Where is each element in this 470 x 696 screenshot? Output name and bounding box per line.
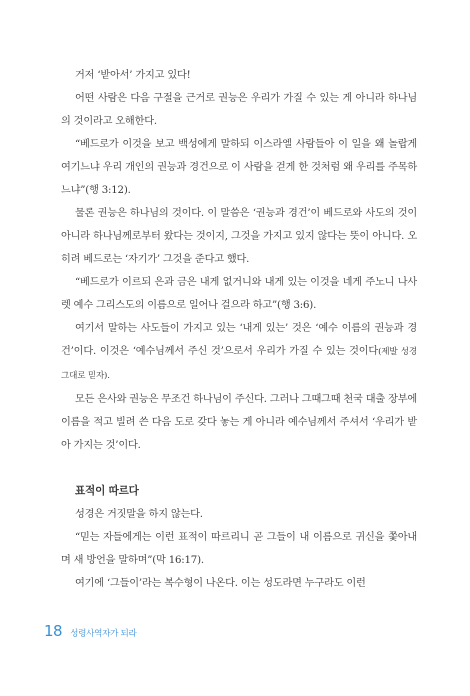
- page-body: [61, 64, 417, 595]
- paragraph-4: 물론 권능은 하나님의 것이다. 이 말씀은 ‘권능과 경건’이 베드로와 사도의 것이 아니라 하나님께로부터 왔다는 것이지, 그것을 가지고 있지 않다는 뜻이 아니다. 오히려 베드로는 ‘자기가’ 그것을 준다고 했다.: [61, 208, 417, 265]
- paragraph-10: 여기에 ‘그들이’라는 복수형이 나온다. 이는 성도라면 누구라도 이런: [75, 578, 366, 589]
- scripture-quote-mark-16-17: “믿는 자들에게는 이런 표적이 따르리니 곧 그들이 내 이름으로 귀신을 쫓아내며 새 방언을 말하며”(막 16:17).: [61, 532, 417, 566]
- paragraph-1: 거저 ‘받아서’ 가지고 있다!: [75, 70, 191, 81]
- paragraph-6-aside: (제발 성경 그대로 믿자).: [61, 347, 417, 381]
- section-spacer: [61, 457, 417, 480]
- scripture-quote-acts-3-12: “베드로가 이것을 보고 백성에게 말하되 이스라엘 사람들아 이 일을 왜 놀랍게 여기느냐 우리 개인의 권능과 경건으로 이 사람을 걷게 한 것처럼 왜 우리를 주목하느냐”(행 3:12).: [61, 139, 417, 196]
- page-number: 18: [44, 622, 63, 640]
- page-footer: [44, 622, 137, 642]
- scripture-quote-acts-3-6: “베드로가 이르되 은과 금은 내게 없거니와 내게 있는 이것을 네게 주노니 나사렛 예수 그리스도의 이름으로 일어나 걸으라 하고”(행 3:6).: [61, 277, 417, 311]
- paragraph-6: [61, 317, 417, 388]
- running-title: 성령사역자가 되라: [70, 629, 137, 639]
- paragraph-7: 모든 은사와 권능은 무조건 하나님이 주신다. 그러나 그때그때 천국 대출 장부에 이름을 적고 빌려 쓴 다음 도로 갖다 놓는 게 아니라 예수님께서 주셔서 ‘우리가 받아 가지는 것’이다.: [61, 394, 417, 451]
- paragraph-6-text: 여기서 말하는 사도들이 가지고 있는 ‘내게 있는’ 것은 ‘예수 이름의 권능과 경건’이다. 이것은 ‘예수님께서 주신 것’으로서 우리가 가질 수 있는 것이다: [61, 323, 417, 357]
- paragraph-8: 성경은 거짓말을 하지 않는다.: [75, 509, 203, 520]
- paragraph-2: 어떤 사람은 다음 구절을 근거로 권능은 우리가 가질 수 있는 게 아니라 하나님의 것이라고 오해한다.: [61, 93, 417, 127]
- section-heading: 표적이 따르다: [75, 485, 139, 497]
